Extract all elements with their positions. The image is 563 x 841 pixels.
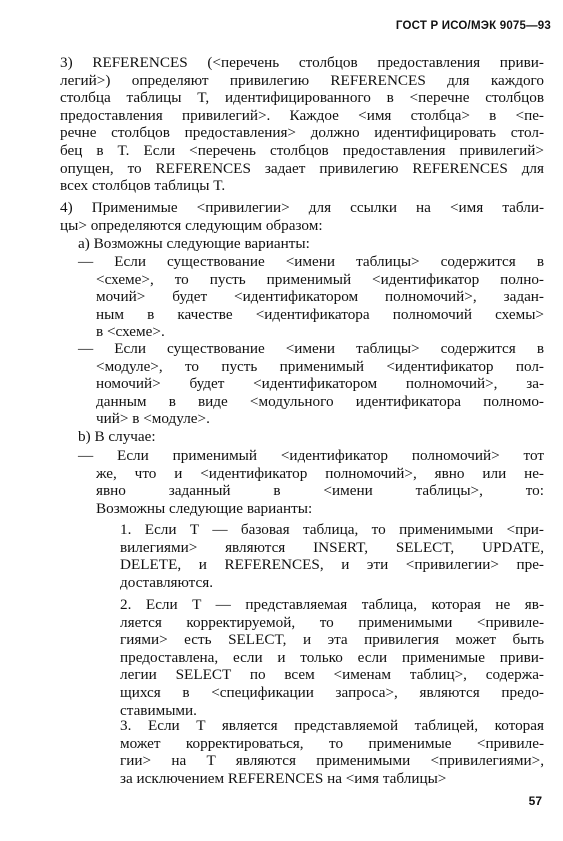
text-line: ляется корректируемой, то применимыми <привиле- bbox=[120, 613, 544, 631]
paragraph-pn3 bbox=[120, 717, 544, 787]
text-line: легий>) определяют привилегию REFERENCES для каждого bbox=[60, 71, 544, 89]
text-line: 4) Применимые <привилегии> для ссылки на <имя табли- bbox=[60, 199, 544, 216]
text-line: 1. Если T — базовая таблица, то применимыми <при- bbox=[120, 521, 544, 538]
running-header: ГОСТ Р ИСО/МЭК 9075—93 bbox=[395, 20, 551, 32]
text-line: ным в качестве <идентификатора полномочий схемы> bbox=[96, 305, 544, 323]
text-line: чий> в <модуле>. bbox=[96, 410, 210, 428]
page-number: 57 bbox=[528, 794, 542, 808]
text-line: <модуле>, то пусть применимый <идентификатор пол- bbox=[96, 357, 544, 375]
paragraph-pb1 bbox=[78, 447, 544, 517]
text-line: 2. Если T — представляемая таблица, которая не яв- bbox=[120, 596, 544, 613]
paragraph-pb bbox=[78, 428, 544, 446]
text-line: ставимыми. bbox=[120, 701, 197, 719]
text-line: явно заданный в <имени таблицы>, то: bbox=[96, 482, 544, 500]
text-line: в <схеме>. bbox=[96, 323, 165, 341]
paragraph-pa1 bbox=[78, 253, 544, 341]
text-line: b) В случае: bbox=[78, 428, 156, 445]
text-line: предоставлена, если и только если применимые приви- bbox=[120, 648, 544, 666]
text-line: за исключением REFERENCES на <имя таблицы> bbox=[120, 769, 447, 787]
text-line: бец в T. Если <перечень столбцов предоставления привилегий> bbox=[60, 141, 544, 159]
text-line: данным в виде <модульного идентификатора полномо- bbox=[96, 392, 544, 410]
text-line: Возможны следующие варианты: bbox=[96, 499, 313, 517]
text-line: может корректироваться, то применимые <привиле- bbox=[120, 734, 544, 752]
text-line: <схеме>, то пусть применимый <идентификатор полно- bbox=[96, 270, 544, 288]
text-line: — Если существование <имени таблицы> содержится в bbox=[78, 253, 544, 270]
paragraph-pa bbox=[78, 235, 544, 253]
text-line: же, что и <идентификатор полномочий>, явно или не- bbox=[96, 464, 544, 482]
paragraph-pn2 bbox=[120, 596, 544, 719]
text-line: столбца таблицы T, идентифицированного в <перечне столбцов bbox=[60, 89, 544, 107]
paragraph-pa2 bbox=[78, 340, 544, 428]
text-line: мочий> будет <идентификатором полномочий>, задан- bbox=[96, 288, 544, 306]
text-line: DELETE, и REFERENCES, и эти <привилегии> пре- bbox=[120, 556, 544, 574]
text-line: номочий> будет <идентификатором полномочий>, за- bbox=[96, 375, 544, 393]
paragraph-p4 bbox=[60, 199, 544, 234]
text-line: — Если существование <имени таблицы> содержится в bbox=[78, 340, 544, 357]
paragraph-p3 bbox=[60, 54, 544, 195]
text-line: гиями> есть SELECT, и эта привилегия может быть bbox=[120, 631, 544, 649]
text-line: всех столбцов таблицы T. bbox=[60, 177, 226, 195]
text-line: гии> на T являются применимыми <привилегиями>, bbox=[120, 752, 544, 770]
text-line: щихся в <спецификации запроса>, являются предо- bbox=[120, 683, 544, 701]
text-line: цы> определяются следующим образом: bbox=[60, 216, 323, 234]
text-line: доставляются. bbox=[120, 573, 214, 591]
text-line: предоставления привилегий>. Каждое <имя столбца> в <пе- bbox=[60, 106, 544, 124]
text-line: опущен, то REFERENCES задает привилегию REFERENCES для bbox=[60, 159, 544, 177]
text-line: a) Возможны следующие варианты: bbox=[78, 235, 310, 252]
text-line: речне столбцов предоставления> должно идентифицировать стол- bbox=[60, 124, 544, 142]
text-line: 3) REFERENCES (<перечень столбцов предоставления приви- bbox=[60, 54, 544, 71]
text-line: 3. Если T является представляемой таблицей, которая bbox=[120, 717, 544, 734]
text-line: — Если применимый <идентификатор полномочий> тот bbox=[78, 447, 544, 464]
text-line: легии SELECT по всем <именам таблиц>, содержа- bbox=[120, 666, 544, 684]
text-line: вилегиями> являются INSERT, SELECT, UPDATE, bbox=[120, 538, 544, 556]
paragraph-pn1 bbox=[120, 521, 544, 591]
